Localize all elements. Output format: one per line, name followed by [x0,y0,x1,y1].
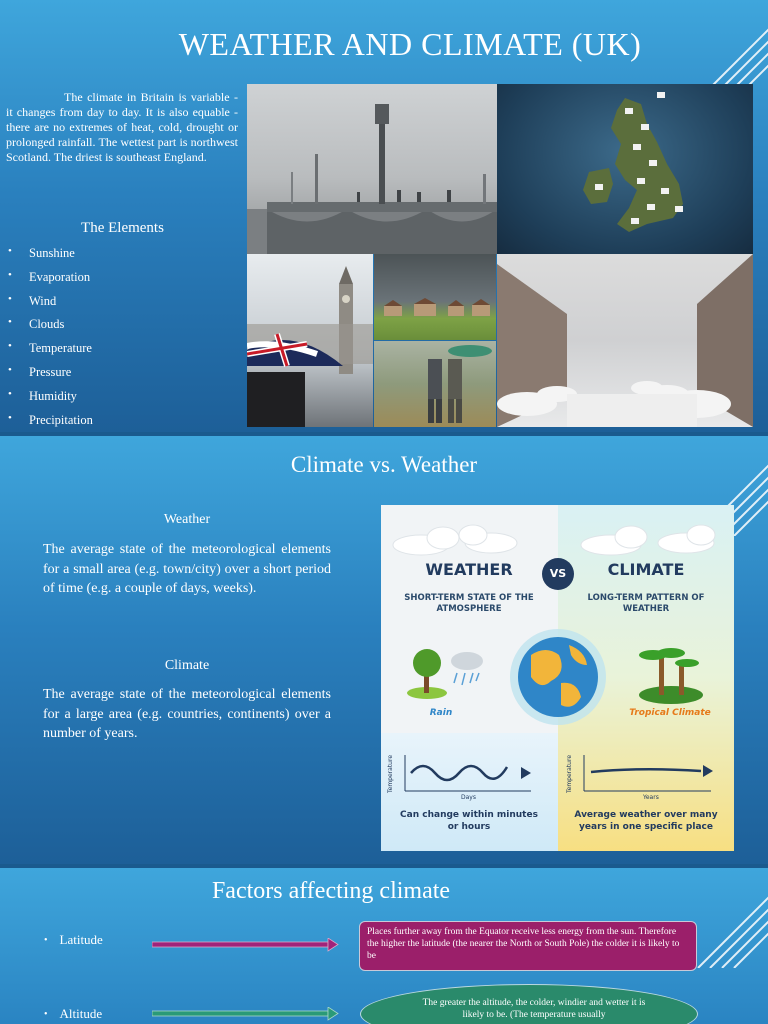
elements-heading: The Elements [81,220,164,236]
climate-y-axis-label: Temperature [566,754,573,793]
countryside-houses-photo [374,254,496,340]
altitude-explanation-box: The greater the altitude, the colder, windier and wetter it is likely to be. (The temperature usually [360,984,698,1024]
slide-factors-affecting-climate [0,868,768,1024]
latitude-explanation-box: Places further away from the Equator receive less energy from the sun. Therefore the higher the latitude (the nearer the North or South Pole) the colder it is likely to be [359,921,697,971]
factor-latitude: • Latitude [44,932,103,948]
weather-x-axis-label: Days [461,794,476,801]
rain-label: Rain [429,708,453,718]
elements-list [8,246,93,432]
weather-vs-climate-infographic [381,505,734,851]
weather-definition: The average state of the meteorological elements for a small area (e.g. town/city) over a short period of time (e.g. a couple of days, weeks). [43,542,331,596]
list-item: • Pressure [8,365,93,389]
list-item: • Precipitation [8,413,93,432]
list-item: • Clouds [8,317,93,341]
vs-badge: VS [542,558,574,590]
list-item: • Evaporation [8,270,93,294]
tropical-climate-label: Tropical Climate [629,708,711,718]
walkers-in-rain-photo [374,341,496,427]
slide-weather-climate-uk [0,0,768,432]
infographic-climate-subtitle: LONG-TERM PATTERN OF WEATHER [587,593,705,614]
slide-title: Factors affecting climate [211,878,451,904]
climate-definition: The average state of the meteorological elements for a large area (e.g. countries, continents) over a number of years. [43,687,331,741]
weather-caption: Can change within minutes or hours [400,810,538,832]
infographic-weather-subtitle: SHORT-TERM STATE OF THE ATMOSPHERE [404,593,534,614]
foggy-bridge-photo [247,84,497,254]
latitude-arrow [152,938,340,952]
infographic-art [381,505,734,851]
climate-caption: Average weather over many years in one specific place [574,810,718,832]
slide-title: Climate vs. Weather [290,452,478,477]
weather-heading: Weather [163,512,211,527]
altitude-arrow [152,1007,340,1021]
slide-title: WEATHER AND CLIMATE (UK) [178,26,642,62]
infographic-climate-title: CLIMATE [607,560,685,579]
list-item: • Wind [8,294,93,318]
infographic-weather-title: WEATHER [425,560,513,579]
factor-altitude: • Altitude [44,1006,102,1022]
climate-x-axis-label: Years [643,794,659,801]
list-item: • Humidity [8,389,93,413]
big-ben-umbrella-photo [247,254,373,427]
uk-weather-map-photo [497,84,753,254]
intro-paragraph: The climate in Britain is variable - it changes from day to day. It is also equable - there are no extremes of heat, cold, drought or prolonged rainfall. The wettest part is northwest Scotland. The driest is southeast England. [6,90,238,164]
slide-climate-vs-weather [0,436,768,864]
weather-y-axis-label: Temperature [387,754,394,793]
list-item: • Temperature [8,341,93,365]
climate-heading: Climate [164,658,210,673]
snowy-street-photo [497,254,753,427]
list-item: • Sunshine [8,246,93,270]
